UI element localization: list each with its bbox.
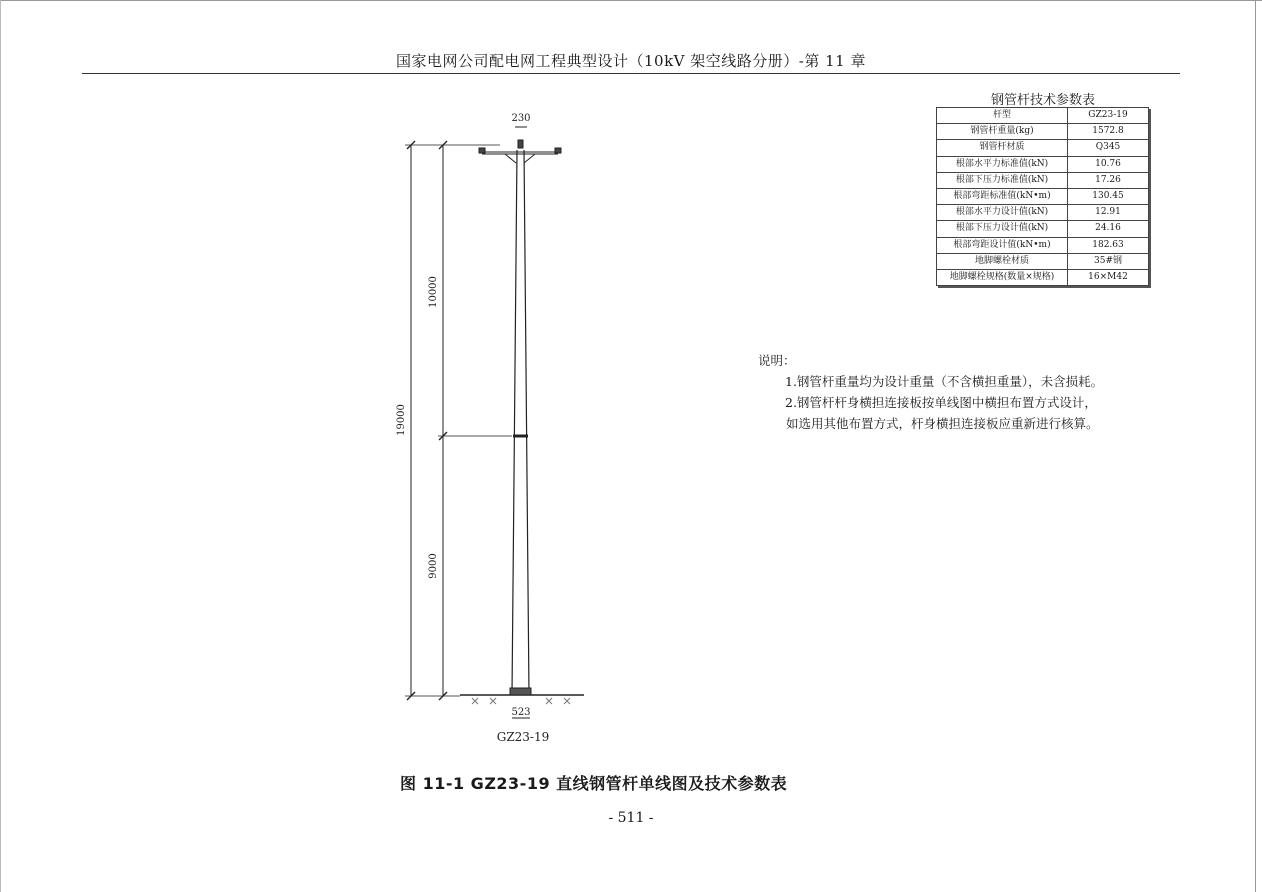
param-label: 根部弯距标准值(kN•m) <box>937 188 1068 204</box>
params-table-caption: 钢管杆技术参数表 <box>990 93 1095 108</box>
param-value: 24.16 <box>1068 221 1149 237</box>
crossarm-bracket <box>505 154 535 163</box>
insulator-left <box>479 148 485 153</box>
params-row <box>937 221 1149 237</box>
param-label: 根部弯距设计值(kN•m) <box>937 237 1068 253</box>
param-value: GZ23-19 <box>1068 108 1149 124</box>
param-value: 17.26 <box>1068 172 1149 188</box>
dim-upper-label: 10000 <box>428 276 439 308</box>
param-value: 1572.8 <box>1068 124 1149 140</box>
params-row <box>937 124 1149 140</box>
notes-block <box>758 350 1103 434</box>
params-row <box>937 140 1149 156</box>
param-value: Q345 <box>1068 140 1149 156</box>
params-row <box>937 188 1149 204</box>
page-header-title: 国家电网公司配电网工程典型设计（10kV 架空线路分册）-第 11 章 <box>396 52 866 70</box>
param-label: 根部下压力标准值(kN) <box>937 172 1068 188</box>
params-row <box>937 253 1149 269</box>
param-label: 根部下压力设计值(kN) <box>937 221 1068 237</box>
params-row <box>937 269 1149 285</box>
params-row <box>937 205 1149 221</box>
dim-230-label: 230 <box>511 113 531 124</box>
dim-523-label: 523 <box>511 707 531 718</box>
notes-line-2: 2.钢管杆杆身横担连接板按单线图中横担布置方式设计， <box>785 395 1097 410</box>
param-label: 根部水平力设计值(kN) <box>937 205 1068 221</box>
param-value: 35#钢 <box>1068 253 1149 269</box>
param-value: 12.91 <box>1068 205 1149 221</box>
notes-line-3: 如选用其他布置方式，杆身横担连接板应重新进行核算。 <box>786 416 1099 431</box>
params-row <box>937 108 1149 124</box>
param-label: 钢管杆重量(kg) <box>937 124 1068 140</box>
page-number: - 511 - <box>608 810 654 826</box>
param-label: 杆型 <box>937 108 1068 124</box>
param-value: 10.76 <box>1068 156 1149 172</box>
dim-lower-label: 9000 <box>428 553 439 579</box>
param-value: 16×M42 <box>1068 269 1149 285</box>
params-row <box>937 172 1149 188</box>
pole-type-label: GZ23-19 <box>496 730 550 744</box>
param-label: 钢管杆材质 <box>937 140 1068 156</box>
dim-ticks <box>407 141 447 700</box>
params-row <box>937 156 1149 172</box>
insulator-right <box>555 148 561 153</box>
param-value: 130.45 <box>1068 188 1149 204</box>
insulator-top <box>518 140 523 148</box>
pole-base-plate <box>510 688 531 695</box>
ground-hatch <box>472 698 570 704</box>
param-value: 182.63 <box>1068 237 1149 253</box>
param-label: 地脚螺栓规格(数量×规格) <box>937 269 1068 285</box>
pole-shaft <box>512 150 529 695</box>
notes-title: 说明： <box>758 353 796 368</box>
param-label: 地脚螺栓材质 <box>937 253 1068 269</box>
dim-total-label: 19000 <box>396 404 407 436</box>
notes-line-1: 1.钢管杆重量均为设计重量（不含横担重量），未含损耗。 <box>785 374 1104 389</box>
params-table <box>936 107 1149 286</box>
figure-caption: 图 11-1 GZ23-19 直线钢管杆单线图及技术参数表 <box>400 774 788 793</box>
param-label: 根部水平力标准值(kN) <box>937 156 1068 172</box>
params-row <box>937 237 1149 253</box>
